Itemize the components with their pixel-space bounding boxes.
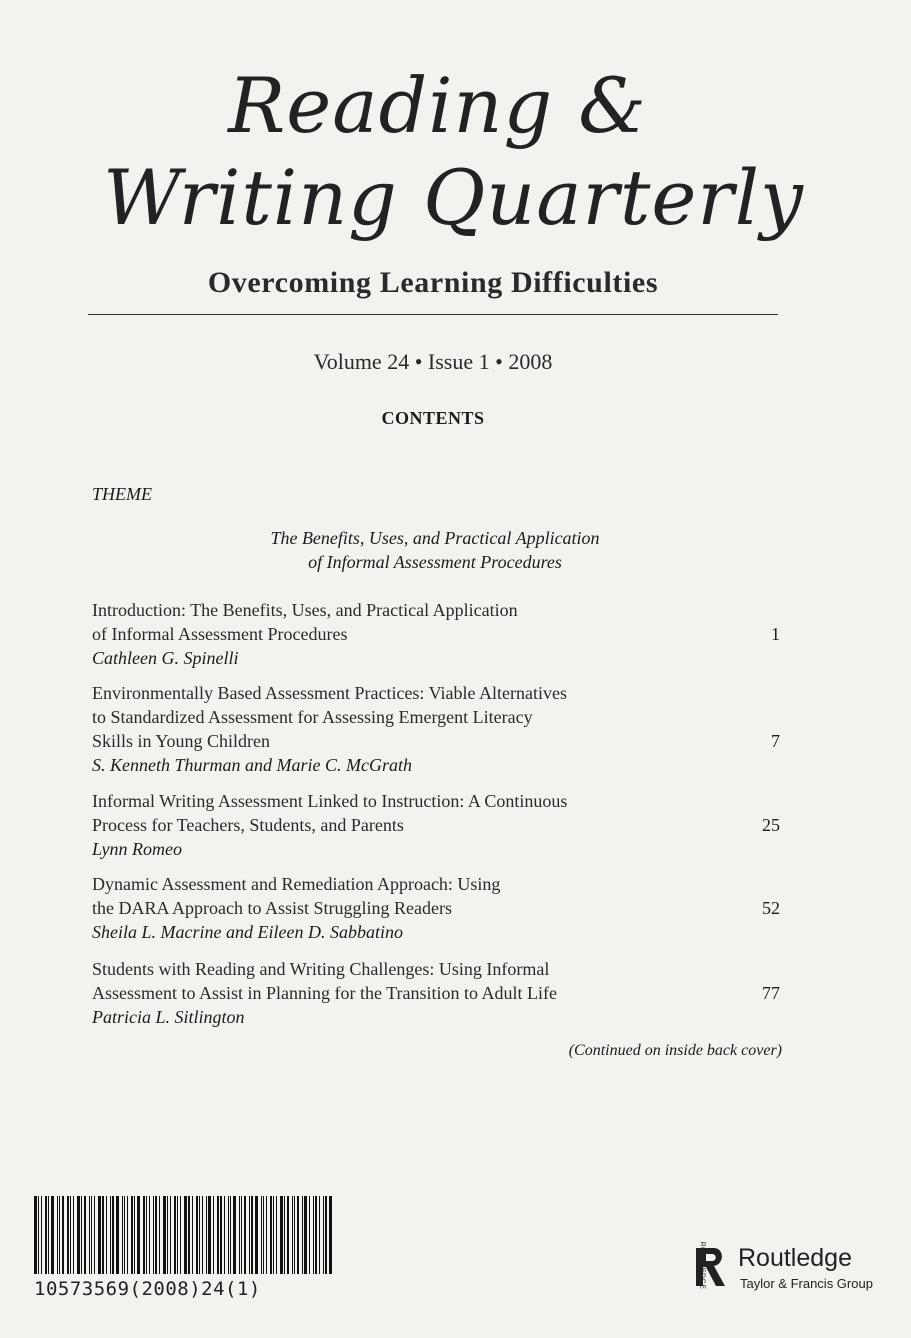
barcode-bar bbox=[192, 1196, 193, 1274]
barcode-bar bbox=[266, 1196, 267, 1274]
barcode-bar bbox=[251, 1196, 253, 1274]
barcode-bar bbox=[116, 1196, 119, 1274]
toc-entry bbox=[92, 598, 782, 670]
barcode-bar bbox=[273, 1196, 274, 1274]
barcode-bar bbox=[170, 1196, 171, 1274]
toc-entry-title-line: to Standardized Assessment for Assessing Emergent Literacy bbox=[92, 707, 533, 727]
barcode-bar bbox=[315, 1196, 317, 1274]
barcode-bar bbox=[220, 1196, 222, 1274]
barcode-bar bbox=[233, 1196, 236, 1274]
toc-entry-title-line: the DARA Approach to Assist Struggling Readers bbox=[92, 898, 452, 918]
barcode-bar bbox=[77, 1196, 80, 1274]
barcode-bar bbox=[319, 1196, 320, 1274]
barcode-bar bbox=[106, 1196, 107, 1274]
toc-entry-authors: S. Kenneth Thurman and Marie C. McGrath bbox=[92, 755, 412, 775]
barcode-bar bbox=[38, 1196, 39, 1274]
barcode-bar bbox=[196, 1196, 198, 1274]
barcode-bar bbox=[244, 1196, 246, 1274]
volume-issue-line: Volume 24 • Issue 1 • 2008 bbox=[313, 349, 553, 374]
toc-entry-page: 1 bbox=[771, 624, 780, 644]
toc-entry-page: 25 bbox=[762, 815, 780, 835]
barcode-bar bbox=[313, 1196, 314, 1274]
toc-entry-authors: Lynn Romeo bbox=[92, 839, 182, 859]
barcode-bar bbox=[241, 1196, 242, 1274]
journal-subtitle: Overcoming Learning Difficulties bbox=[207, 266, 659, 299]
toc-entry bbox=[92, 681, 782, 777]
toc-entry-page: 77 bbox=[762, 983, 780, 1003]
routledge-logo-icon bbox=[694, 1246, 728, 1288]
publisher-name: Routledge bbox=[738, 1244, 852, 1272]
barcode-bar bbox=[174, 1196, 176, 1274]
barcode-bar bbox=[323, 1196, 324, 1274]
barcode-bar bbox=[199, 1196, 200, 1274]
barcode-bar bbox=[294, 1196, 295, 1274]
toc-entry-title-line: Introduction: The Benefits, Uses, and Practical Application bbox=[92, 600, 518, 620]
barcode-bar bbox=[73, 1196, 74, 1274]
barcode-bar bbox=[325, 1196, 327, 1274]
toc-entry bbox=[92, 957, 782, 1029]
theme-title bbox=[0, 526, 870, 574]
barcode-bar bbox=[167, 1196, 168, 1274]
barcode-bar bbox=[213, 1196, 214, 1274]
barcode-bar bbox=[202, 1196, 203, 1274]
contents-heading: CONTENTS bbox=[381, 408, 485, 428]
barcode-bar bbox=[48, 1196, 49, 1274]
continued-note: (Continued on inside back cover) bbox=[568, 1042, 782, 1059]
toc-entry-title-line: Dynamic Assessment and Remediation Approach: Using bbox=[92, 874, 501, 894]
barcode-bar bbox=[110, 1196, 111, 1274]
barcode-bar bbox=[180, 1196, 181, 1274]
toc-entry bbox=[92, 872, 782, 944]
barcode-bar bbox=[280, 1196, 283, 1274]
barcode-bar bbox=[45, 1196, 47, 1274]
barcode-bar bbox=[177, 1196, 178, 1274]
barcode-bar bbox=[131, 1196, 133, 1274]
barcode-bar bbox=[81, 1196, 82, 1274]
barcode-bar bbox=[34, 1196, 37, 1274]
barcode-bar bbox=[91, 1196, 92, 1274]
barcode-bar bbox=[159, 1196, 160, 1274]
barcode-bar bbox=[41, 1196, 42, 1274]
barcode-bar bbox=[249, 1196, 250, 1274]
barcode-bar bbox=[51, 1196, 54, 1274]
barcode-bar bbox=[224, 1196, 225, 1274]
barcode-bar bbox=[302, 1196, 303, 1274]
theme-label: THEME bbox=[92, 484, 152, 504]
barcode-bar bbox=[59, 1196, 60, 1274]
publisher-group: Taylor & Francis Group bbox=[740, 1276, 873, 1291]
barcode-bar bbox=[124, 1196, 125, 1274]
barcode-bar bbox=[297, 1196, 299, 1274]
barcode-bar bbox=[127, 1196, 128, 1274]
toc-entry-title-line: Assessment to Assist in Planning for the Transition to Adult Life bbox=[92, 983, 558, 1003]
barcode-bar bbox=[304, 1196, 307, 1274]
barcode-bar bbox=[309, 1196, 310, 1274]
barcode-bar bbox=[102, 1196, 104, 1274]
barcode-bar bbox=[122, 1196, 123, 1274]
barcode-bar bbox=[94, 1196, 95, 1274]
barcode-bar bbox=[112, 1196, 114, 1274]
barcode-bar bbox=[292, 1196, 293, 1274]
barcode-bar bbox=[153, 1196, 154, 1274]
toc-entry-authors: Patricia L. Sitlington bbox=[92, 1007, 245, 1027]
barcode-bar bbox=[163, 1196, 166, 1274]
toc-entry-authors: Sheila L. Macrine and Eileen D. Sabbatino bbox=[92, 922, 403, 942]
barcode-bar bbox=[57, 1196, 58, 1274]
barcode-bar bbox=[98, 1196, 101, 1274]
toc-entry bbox=[92, 789, 782, 861]
barcode-bar bbox=[184, 1196, 187, 1274]
theme-title-line-2: of Informal Assessment Procedures bbox=[308, 552, 562, 572]
barcode-bar bbox=[146, 1196, 147, 1274]
toc-entry-title-line: Skills in Young Children bbox=[92, 731, 271, 751]
barcode-bar bbox=[270, 1196, 272, 1274]
barcode-bar bbox=[137, 1196, 140, 1274]
barcode-bar bbox=[67, 1196, 69, 1274]
barcode-bar bbox=[255, 1196, 258, 1274]
barcode-bar bbox=[329, 1196, 332, 1274]
barcode-number: 10573569(2008)24(1) bbox=[34, 1278, 261, 1300]
barcode-bar bbox=[89, 1196, 90, 1274]
barcode-bar bbox=[208, 1196, 211, 1274]
barcode-bar bbox=[239, 1196, 240, 1274]
barcode-bar bbox=[149, 1196, 150, 1274]
barcode-bar bbox=[263, 1196, 264, 1274]
barcode-bar bbox=[230, 1196, 231, 1274]
barcode-bar bbox=[155, 1196, 157, 1274]
publisher-block bbox=[686, 1242, 896, 1298]
toc-entry-authors: Cathleen G. Spinelli bbox=[92, 648, 239, 668]
barcode-bar bbox=[134, 1196, 135, 1274]
barcode-bar bbox=[284, 1196, 285, 1274]
barcode-bar bbox=[261, 1196, 262, 1274]
barcode-bar bbox=[143, 1196, 145, 1274]
barcode-bar bbox=[188, 1196, 190, 1274]
toc-entry-title-line: Informal Writing Assessment Linked to Instruction: A Continuous bbox=[92, 791, 568, 811]
theme-title-line-1: The Benefits, Uses, and Practical Application bbox=[270, 528, 600, 548]
journal-title-line-2: Writing Quarterly bbox=[103, 153, 804, 242]
barcode-bar bbox=[70, 1196, 71, 1274]
barcode-bar bbox=[276, 1196, 277, 1274]
barcode-bar bbox=[287, 1196, 289, 1274]
title-divider bbox=[88, 314, 778, 315]
barcode bbox=[34, 1196, 364, 1274]
barcode-bar bbox=[228, 1196, 229, 1274]
barcode-bar bbox=[217, 1196, 219, 1274]
toc-entry-page: 7 bbox=[771, 731, 780, 751]
barcode-bar bbox=[84, 1196, 86, 1274]
barcode-bar bbox=[206, 1196, 207, 1274]
toc-entry-page: 52 bbox=[762, 898, 780, 918]
toc-entry-title-line: Students with Reading and Writing Challenges: Using Informal bbox=[92, 959, 550, 979]
barcode-bar bbox=[62, 1196, 64, 1274]
toc-entry-title-line: Process for Teachers, Students, and Parents bbox=[92, 815, 404, 835]
journal-title-line-1: Reading & bbox=[228, 61, 647, 150]
toc-entry-title-line: of Informal Assessment Procedures bbox=[92, 624, 348, 644]
toc-entry-title-line: Environmentally Based Assessment Practices: Viable Alternatives bbox=[92, 683, 567, 703]
